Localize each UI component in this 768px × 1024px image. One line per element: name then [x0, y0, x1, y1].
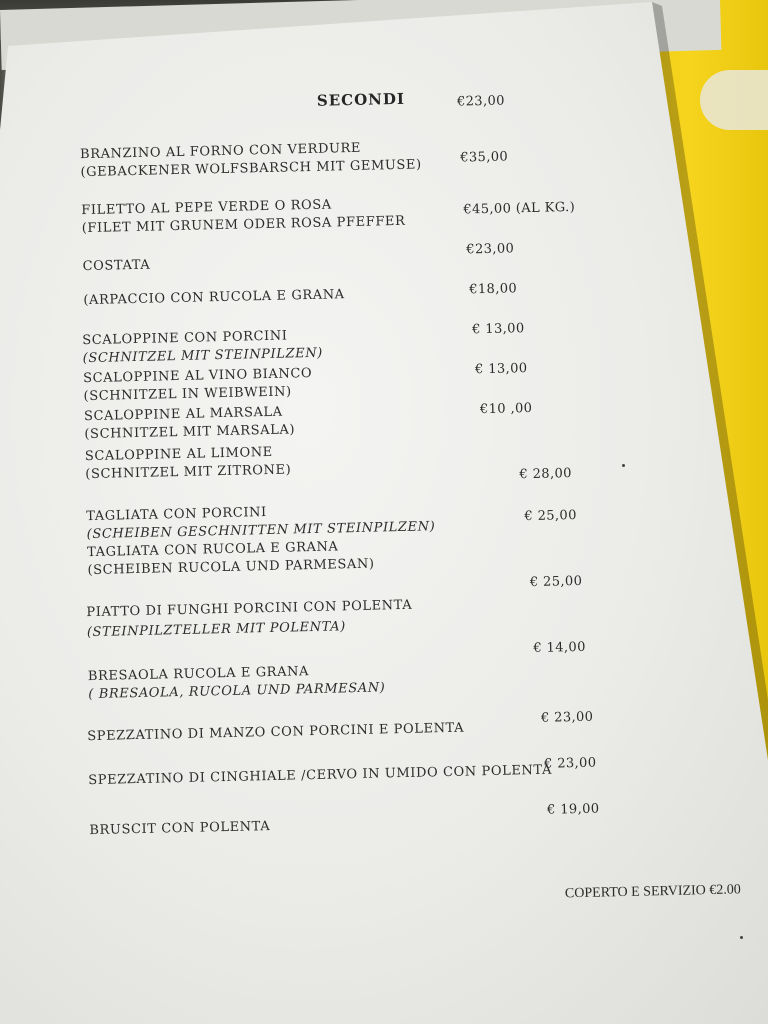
item-name: SPEZZATINO DI MANZO CON PORCINI E POLENTA [87, 720, 465, 745]
item-price: € 28,00 [519, 466, 573, 483]
item-subtitle: (SCHNITZEL IN WEIBWEIN) [83, 384, 292, 405]
item-name: SCALOPPINE AL VINO BIANCO [82, 365, 313, 387]
item-name: COSTATA [82, 257, 151, 275]
item-name: SPEZZATINO DI CINGHIALE /CERVO IN UMIDO CON POLENTA [88, 762, 553, 789]
item-name: SCALOPPINE AL MARSALA [83, 404, 283, 425]
item-name: SCALOPPINE CON PORCINI [82, 328, 288, 349]
item-name: BRUSCIT CON POLENTA [89, 819, 271, 839]
item-price: €10 ,00 [479, 400, 533, 418]
item-price: € 13,00 [471, 321, 525, 338]
paper-speck [622, 464, 625, 467]
item-name: SCALOPPINE AL LIMONE [84, 444, 273, 465]
item-name: BRESAOLA RUCOLA E GRANA [87, 664, 310, 685]
paper-speck [740, 936, 743, 939]
item-subtitle: (SCHNITZEL MIT MARSALA) [84, 422, 296, 443]
item-name: TAGLIATA CON PORCINI [86, 505, 267, 525]
section-title: SECONDI [316, 89, 406, 110]
item-name: TAGLIATA CON RUCOLA E GRANA [86, 539, 339, 561]
item-subtitle: (SCHEIBEN RUCOLA UND PARMESAN) [87, 556, 375, 579]
item-price: € 23,00 [543, 755, 597, 772]
item-name: PIATTO DI FUNGHI PORCINI CON POLENTA [86, 597, 413, 621]
cover-charge-note: COPERTO E SERVIZIO €2.00 [564, 882, 742, 902]
item-price: € 25,00 [529, 573, 583, 591]
item-price: € 25,00 [524, 507, 577, 525]
item-price: € 13,00 [474, 361, 528, 378]
item-name: (ARPACCIO CON RUCOLA E GRANA [83, 287, 345, 309]
item-price: €23,00 [456, 93, 506, 110]
item-subtitle: (STEINPILZTELLER MIT POLENTA) [86, 619, 347, 641]
item-price: € 23,00 [540, 709, 594, 726]
item-subtitle: (SCHEIBEN GESCHNITTEN MIT STEINPILZEN) [86, 519, 436, 543]
item-price: € 19,00 [546, 801, 600, 818]
item-subtitle: (SCHNITZEL MIT STEINPILZEN) [82, 345, 324, 367]
item-price: €45,00 (AL KG.) [463, 199, 576, 218]
item-subtitle: ( BRESAOLA, RUCOLA UND PARMESAN) [88, 680, 386, 703]
item-subtitle: (SCHNITZEL MIT ZITRONE) [85, 462, 292, 483]
item-name: BRANZINO AL FORNO CON VERDURE [79, 140, 362, 163]
item-subtitle: (GEBACKENER WOLFSBARSCH MIT GEMUSE) [80, 157, 422, 181]
item-subtitle: (FILET MIT GRUNEM ODER ROSA PFEFFER [81, 213, 406, 237]
item-price: €35,00 [460, 149, 509, 166]
item-price: € 14,00 [533, 639, 586, 657]
item-name: FILETTO AL PEPE VERDE O ROSA [81, 197, 332, 219]
item-price: €23,00 [466, 241, 515, 258]
item-price: €18,00 [469, 281, 518, 298]
